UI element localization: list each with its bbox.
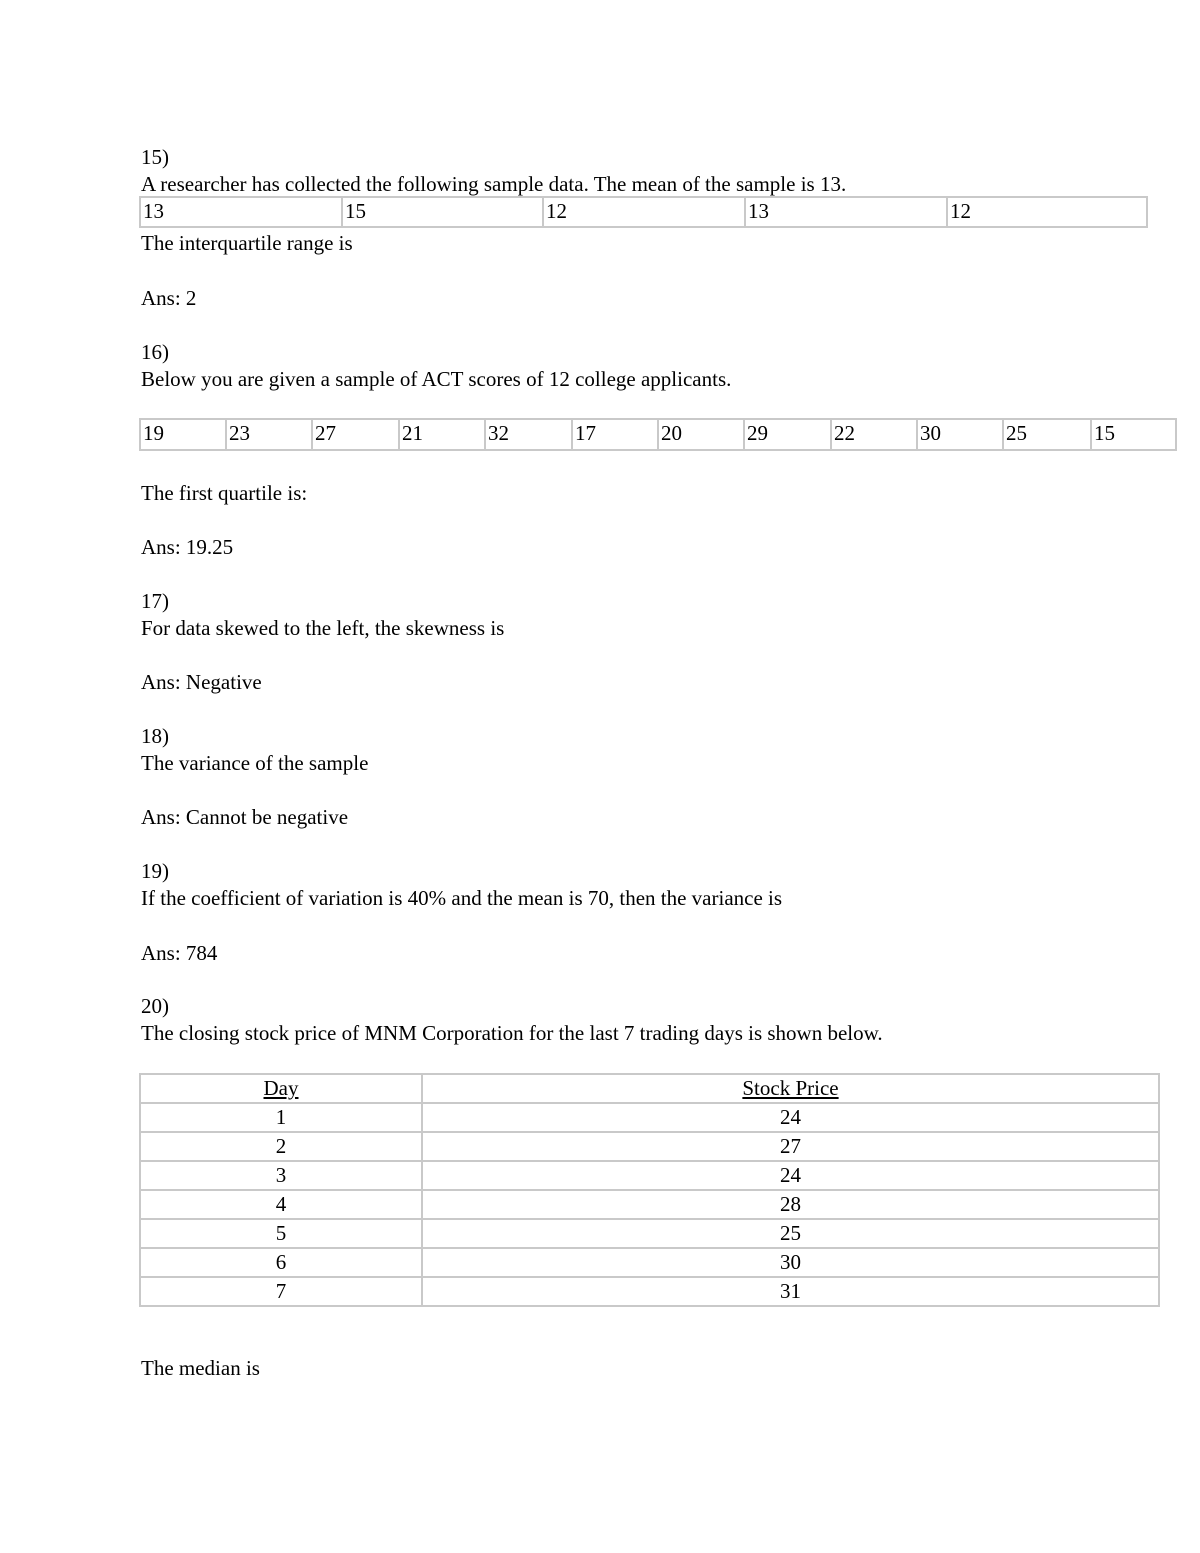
q20-prompt: The closing stock price of MNM Corporation for the last 7 trading days is shown below.	[141, 1021, 883, 1045]
price-cell: 24	[422, 1161, 1159, 1190]
day-cell: 4	[140, 1190, 422, 1219]
q16-prompt: Below you are given a sample of ACT scores of 12 college applicants.	[141, 367, 732, 391]
q16-data-table	[139, 418, 1177, 451]
q16-answer: Ans: 19.25	[141, 535, 234, 559]
q16-data-cell: 32	[486, 420, 573, 449]
q16-data-cell: 25	[1004, 420, 1092, 449]
q16-data-cell: 27	[313, 420, 400, 449]
q20-question: The median is	[141, 1356, 260, 1380]
price-cell: 24	[422, 1103, 1159, 1132]
q17-number: 17)	[141, 589, 169, 613]
q15-data-table	[139, 196, 1148, 228]
day-cell: 6	[140, 1248, 422, 1277]
price-cell: 27	[422, 1132, 1159, 1161]
q16-data-cell: 20	[659, 420, 745, 449]
q19-number: 19)	[141, 859, 169, 883]
table-row	[140, 1277, 1159, 1306]
price-cell: 28	[422, 1190, 1159, 1219]
q18-prompt: The variance of the sample	[141, 751, 369, 775]
price-cell: 31	[422, 1277, 1159, 1306]
price-cell: 30	[422, 1248, 1159, 1277]
q15-number: 15)	[141, 145, 169, 169]
q16-question: The first quartile is:	[141, 481, 308, 505]
day-cell: 5	[140, 1219, 422, 1248]
stock-price-table	[139, 1073, 1160, 1307]
table-row	[140, 1132, 1159, 1161]
q16-data-cell: 21	[400, 420, 486, 449]
q16-data-cell: 29	[745, 420, 832, 449]
column-header-day: Day	[140, 1074, 422, 1103]
q17-answer: Ans: Negative	[141, 670, 262, 694]
q16-data-cell: 15	[1094, 421, 1115, 445]
q15-data-cell: 12	[950, 199, 971, 223]
price-cell: 25	[422, 1219, 1159, 1248]
q15-prompt: A researcher has collected the following sample data. The mean of the sample is 13.	[141, 172, 847, 196]
table-row	[140, 1219, 1159, 1248]
column-header-stock-price: Stock Price	[422, 1074, 1159, 1103]
q18-number: 18)	[141, 724, 169, 748]
q15-question: The interquartile range is	[141, 231, 353, 255]
q19-prompt: If the coefficient of variation is 40% and the mean is 70, then the variance is	[141, 886, 783, 910]
q16-data-cell: 30	[918, 420, 1004, 449]
q16-data-cell: 22	[832, 420, 918, 449]
q16-data-cell: 17	[573, 420, 659, 449]
table-header-row	[140, 1074, 1159, 1103]
q18-answer: Ans: Cannot be negative	[141, 805, 349, 829]
q15-data-cell: 15	[343, 198, 544, 226]
q15-data-cell: 13	[141, 198, 343, 226]
q20-number: 20)	[141, 994, 169, 1018]
q17-prompt: For data skewed to the left, the skewness is	[141, 616, 505, 640]
q15-data-cell: 12	[544, 198, 746, 226]
table-row	[140, 1248, 1159, 1277]
table-row	[140, 1103, 1159, 1132]
q16-number: 16)	[141, 340, 169, 364]
table-row	[140, 1161, 1159, 1190]
day-cell: 1	[140, 1103, 422, 1132]
table-row	[140, 1190, 1159, 1219]
day-cell: 2	[140, 1132, 422, 1161]
q15-answer: Ans: 2	[141, 286, 197, 310]
day-cell: 7	[140, 1277, 422, 1306]
q19-answer: Ans: 784	[141, 941, 218, 965]
q16-data-cell: 19	[141, 420, 227, 449]
day-cell: 3	[140, 1161, 422, 1190]
q15-data-cell: 13	[746, 198, 948, 226]
q16-data-cell: 23	[227, 420, 313, 449]
